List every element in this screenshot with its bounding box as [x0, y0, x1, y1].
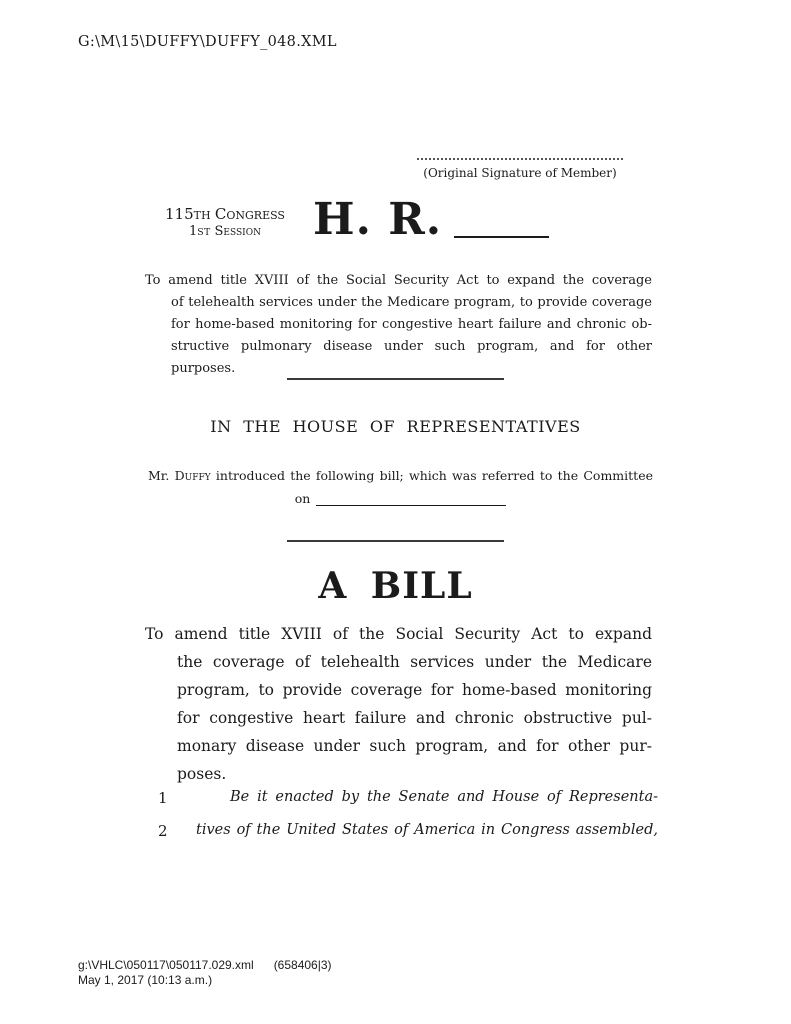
bill-number-block	[313, 196, 549, 244]
long-title-line: the coverage of telehealth services under the Medicare	[177, 653, 652, 671]
congress-line	[150, 205, 300, 224]
long-title-line: program, to provide coverage for home-based monitoring	[177, 681, 652, 699]
bill-heading: A BILL	[318, 565, 473, 607]
long-title-paragraph	[145, 620, 652, 788]
line-number: 2	[158, 822, 168, 840]
congress-number-suffix: TH	[193, 209, 211, 222]
congress-word: Congress	[214, 205, 285, 223]
bill-number-blank-line	[454, 236, 549, 238]
committee-blank-line	[316, 505, 506, 506]
footer-date: May 1, 2017 (10:13 a.m.)	[78, 973, 213, 987]
file-path-header: G:\M\15\DUFFY\DUFFY_048.XML	[78, 34, 337, 50]
session-word: Session	[214, 223, 261, 239]
long-title-line: for congestive heart failure and chronic obstructive pul-	[177, 709, 652, 727]
line-text: Be it enacted by the Senate and House of Representa-	[230, 789, 658, 805]
sponsor-name: Duffy	[174, 468, 211, 483]
sponsor-prefix: Mr.	[148, 468, 170, 483]
committee-on-word: on	[294, 491, 311, 506]
footer-file-line	[78, 958, 332, 973]
bill-text-line	[158, 822, 658, 840]
bill-text-line	[158, 789, 658, 807]
official-title-line: for home-based monitoring for congestive heart failure and chronic ob-	[171, 317, 652, 332]
chamber-heading: IN THE HOUSE OF REPRESENTATIVES	[210, 417, 581, 436]
official-title-line: structive pulmonary disease under such program, and for other purposes.	[171, 339, 652, 376]
long-title-line: To amend title XVIII of the Social Security Act to expand	[145, 625, 652, 643]
line-text: tives of the United States of America in Congress assembled,	[196, 822, 658, 838]
signature-caption: (Original Signature of Member)	[423, 166, 617, 180]
official-title-paragraph	[145, 270, 652, 380]
long-title-line: poses.	[177, 765, 227, 783]
signature-block	[417, 158, 623, 180]
congress-number: 115	[165, 205, 194, 223]
footer	[78, 958, 332, 988]
official-title-line: of telehealth services under the Medicare program, to provide coverage	[171, 295, 652, 310]
congress-session-block	[150, 205, 300, 240]
committee-line	[148, 489, 653, 509]
bill-type-label: H. R.	[313, 194, 443, 245]
separator-rule-top	[287, 378, 504, 380]
introduction-paragraph	[148, 466, 653, 509]
footer-file-path: g:\VHLC\050117\050117.029.xml	[78, 958, 254, 972]
signature-dotted-line	[417, 158, 623, 160]
long-title-line: monary disease under such program, and for other pur-	[177, 737, 652, 755]
footer-document-code: (658406|3)	[273, 958, 332, 972]
session-number-suffix: ST	[197, 226, 211, 238]
separator-rule-bottom	[287, 540, 504, 542]
session-number: 1	[189, 223, 198, 239]
official-title-line: To amend title XVIII of the Social Security Act to expand the coverage	[145, 273, 652, 288]
line-number: 1	[158, 789, 168, 807]
introduction-text: introduced the following bill; which was referred to the Committee	[215, 468, 653, 483]
session-line	[150, 224, 300, 240]
introduction-line	[148, 466, 653, 486]
enacting-clause	[158, 789, 658, 840]
